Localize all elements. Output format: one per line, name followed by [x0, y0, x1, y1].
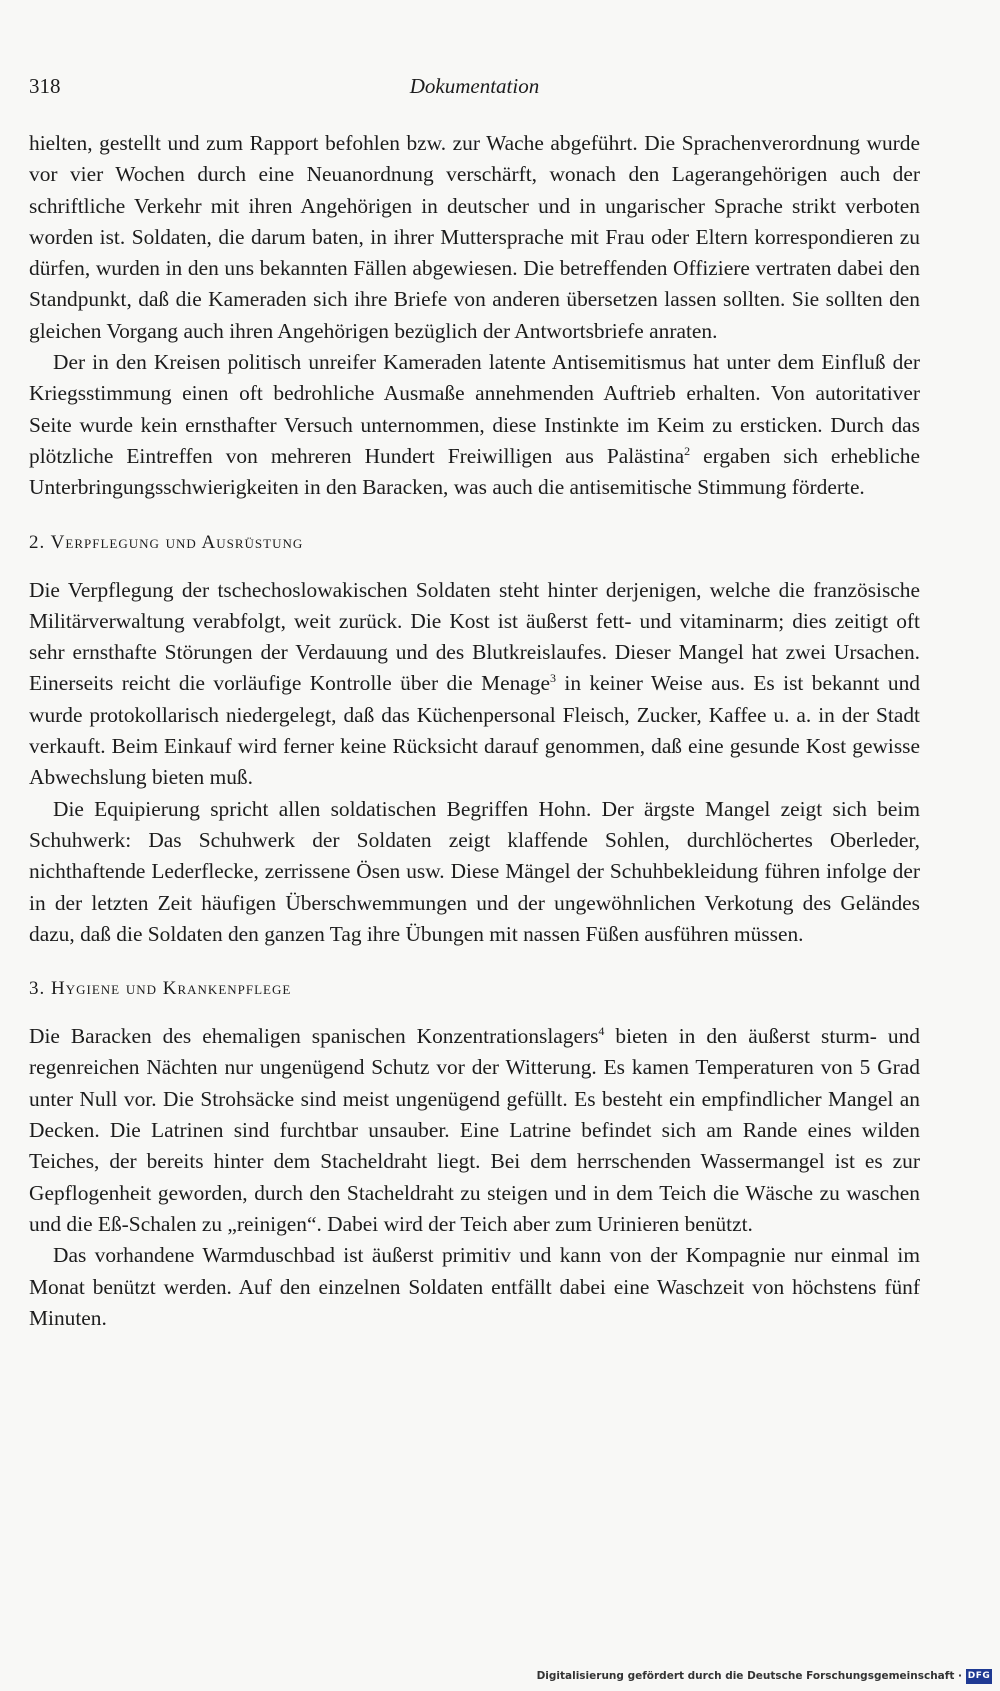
page-number: 318: [29, 74, 61, 98]
digitization-footer: [537, 1667, 992, 1685]
paragraph-antisemitism: [29, 347, 920, 503]
paragraph-continued: hielten, gestellt und zum Rapport befohlen bzw. zur Wache abgeführt. Die Sprachenverordnung wurde vor vier Wochen durch eine Neuanordnung verschärft, wonach den Lagerangehörigen auch der schriftliche Verkehr mit ihren Angehörigen in deutscher und in ungarischer Sprache strikt verboten worden ist. Soldaten, die darum baten, in ihrer Muttersprache mit Frau oder Eltern korrespondieren zu dürfen, wurden in den uns bekannten Fällen abgewiesen. Die betreffenden Offiziere vertraten dabei den Standpunkt, daß die Kameraden sich ihre Briefe von anderen übersetzen lassen sollten. Sie sollten den gleichen Vorgang auch ihren Angehörigen bezüglich der Antwortsbriefe anraten.: [29, 131, 920, 343]
section-heading-hygiene: 3. Hygiene und Krankenpflege: [29, 978, 292, 1000]
paragraph-verpflegung: [29, 575, 920, 794]
paragraph-equipierung: Die Equipierung spricht allen soldatischen Begriffen Hohn. Der ärgste Mangel zeigt sich beim Schuhwerk: Das Schuhwerk der Soldaten zeigt klaffende Sohlen, durchlöchertes Oberleder, nichthaftende Lederflecke, zerrissene Ösen usw. Diese Mängel der Schuhbekleidung führen infolge der in der letzten Zeit häufigen Überschwemmungen und der ungewöhnlichen Verkotung des Geländes dazu, daß die Soldaten den ganzen Tag ihre Übungen mit nassen Füßen ausführen müssen.: [29, 796, 920, 946]
paragraph-text: bieten in den äußerst sturm- und regenreichen Nächten nur ungenügend Schutz vor der Witterung. Es kamen Temperaturen von 5 Grad unter Null vor. Die Strohsäcke sind meist ungenügend gefüllt. Es besteht ein empfindlicher Mangel an Decken. Die Latrinen sind furchtbar unsauber. Eine Latrine befindet sich am Rande eines wilden Teiches, der bereits hinter dem Stacheldraht liegt. Bei dem herrschenden Wassermangel ist es zur Gepflogenheit geworden, durch den Stacheldraht zu steigen und in dem Teich die Wäsche zu waschen und die Eß-Schalen zu „reinigen“. Dabei wird der Teich aber zum Urinieren benützt.: [29, 1024, 920, 1236]
paragraph-baracken: [29, 1021, 920, 1240]
section-heading-verpflegung: 2. Verpflegung und Ausrüstung: [29, 531, 304, 553]
paragraph-text: Die Baracken des ehemaligen spanischen Konzentrationslagers: [29, 1024, 599, 1049]
paragraph-text: ergaben sich erhebliche Unterbringungsschwierigkeiten in den Baracken, was auch die antisemitische Stimmung förderte.: [29, 443, 920, 500]
page-header: [29, 74, 920, 104]
footnote-marker: 4: [598, 1024, 605, 1039]
running-title: Dokumentation: [409, 74, 540, 98]
paragraph-duschbad: Das vorhandene Warmduschbad ist äußerst primitiv und kann von der Kompagnie nur einmal im Monat benützt werden. Auf den einzelnen Soldaten entfällt dabei eine Waschzeit von höchstens fünf Minuten.: [29, 1243, 920, 1330]
body-text: [29, 128, 920, 1334]
funding-notice: Digitalisierung gefördert durch die Deutsche Forschungsgemeinschaft ·: [536, 1670, 962, 1682]
paragraph-text: in keiner Weise aus. Es ist bekannt und wurde protokollarisch niedergelegt, daß das Küchenpersonal Fleisch, Zucker, Kaffee u. a. in der Stadt verkauft. Beim Einkauf wird ferner keine Rücksicht darauf genommen, daß eine gesunde Kost gewisse Abwechslung bieten muß.: [29, 671, 920, 790]
footnote-marker: 2: [684, 443, 691, 458]
paragraph-text: Der in den Kreisen politisch unreifer Kameraden latente Antisemitismus hat unter dem Einfluß der Kriegsstimmung einen oft bedrohliche Ausmaße annehmenden Auftrieb erhalten. Von autoritativer Seite wurde kein ernsthafter Versuch unternommen, diese Instinkte im Keim zu ersticken. Durch das plötzliche Eintreffen von mehreren Hundert Freiwilligen aus Palästina: [29, 350, 920, 468]
paragraph-text: Die Verpflegung der tschechoslowakischen Soldaten steht hinter derjenigen, welche die französische Militärverwaltung verabfolgt, weit zurück. Die Kost ist äußerst fett- und vitaminarm; dies zeitigt oft sehr ernsthafte Störungen der Verdauung und des Blutkreislaufes. Dieser Mangel hat zwei Ursachen. Einerseits reicht die vorläufige Kontrolle über die Menage: [29, 577, 920, 696]
dfg-logo: DFG: [966, 1669, 992, 1684]
footnote-marker: 3: [550, 671, 556, 686]
